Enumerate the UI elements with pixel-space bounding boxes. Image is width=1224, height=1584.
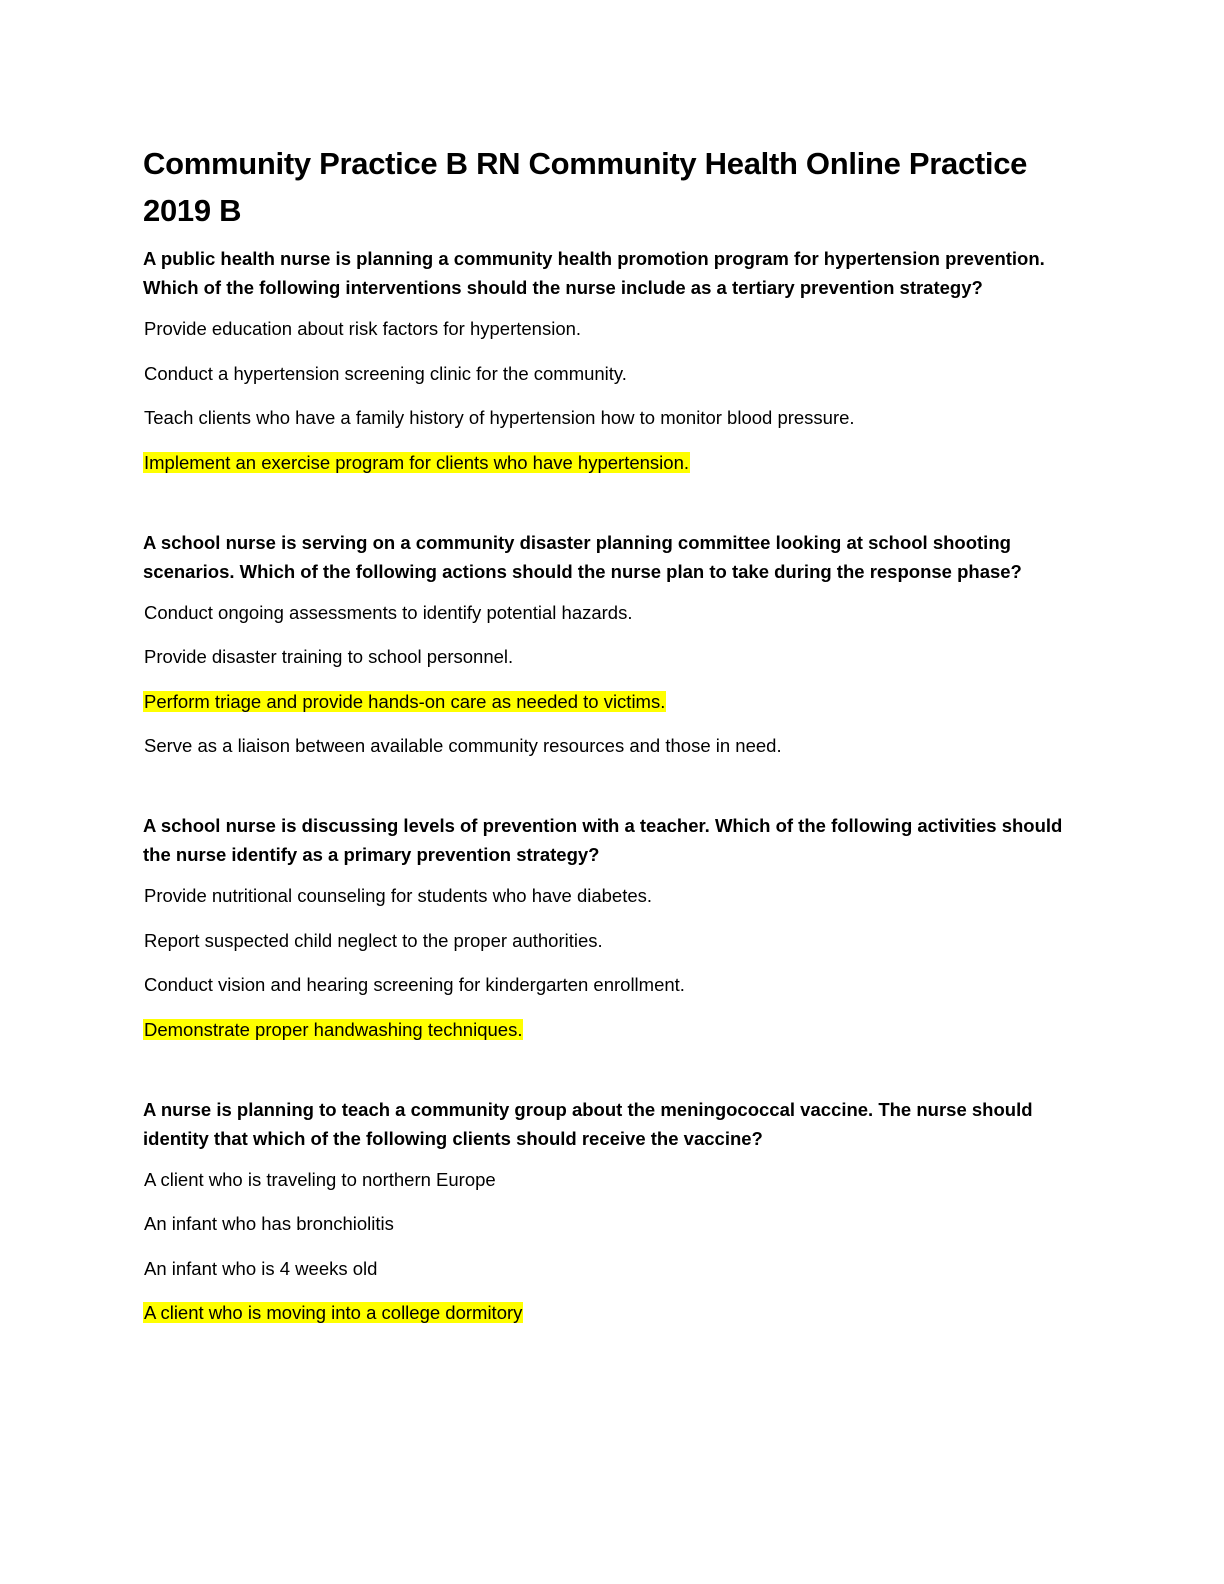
- answer-option: [143, 1210, 1073, 1237]
- answer-option-highlighted: [143, 1016, 1073, 1043]
- question-prompt: A nurse is planning to teach a community group about the meningococcal vaccine. The nurse should identity that which of the following clients should receive the vaccine?: [143, 1098, 1033, 1149]
- answer-option-text: Implement an exercise program for clients who have hypertension.: [144, 451, 689, 473]
- answer-option-text: Provide disaster training to school personnel.: [144, 646, 514, 667]
- answer-option-text: Conduct a hypertension screening clinic for the community.: [144, 362, 627, 384]
- answer-option: [143, 882, 1073, 909]
- answer-option: [143, 599, 1073, 626]
- answer-option-text: Provide nutritional counseling for students who have diabetes.: [144, 885, 653, 906]
- answer-option: [143, 1255, 1073, 1282]
- question-block-2: [143, 528, 1073, 760]
- answer-option-text: Report suspected child neglect to the proper authorities.: [144, 929, 603, 951]
- answer-option-text: Conduct vision and hearing screening for kindergarten enrollment.: [144, 974, 685, 995]
- answer-option: [143, 971, 1073, 998]
- answer-option: [143, 732, 1073, 759]
- question-block-4: [143, 1095, 1073, 1327]
- answer-option: [143, 1166, 1073, 1193]
- answer-option-text: A client who is moving into a college dormitory: [144, 1302, 523, 1323]
- answer-option-highlighted: [143, 688, 1073, 715]
- answer-option-text: Perform triage and provide hands-on care as needed to victims.: [144, 690, 666, 712]
- question-prompt: A school nurse is serving on a community disaster planning committee looking at school shooting scenarios. Which of the following actions should the nurse plan to take during the response phase?: [143, 531, 1022, 582]
- answer-option-text: Provide education about risk factors for hypertension.: [144, 318, 582, 339]
- question-block-3: [143, 811, 1073, 1043]
- question-prompt: A public health nurse is planning a community health promotion program for hypertension prevention. Which of the following interventions should the nurse include as a tertiary prevention strategy?: [143, 248, 1045, 298]
- answer-option-text: A client who is traveling to northern Europe: [144, 1168, 496, 1190]
- answer-option-highlighted: [143, 449, 1073, 476]
- answer-option: [143, 927, 1073, 954]
- answer-option-text: An infant who has bronchiolitis: [144, 1213, 394, 1234]
- question-prompt: A school nurse is discussing levels of prevention with a teacher. Which of the following activities should the nurse identify as a primary prevention strategy?: [143, 815, 1063, 865]
- answer-option: [143, 360, 1073, 387]
- document-page: [143, 140, 1073, 1344]
- answer-option-text: Demonstrate proper handwashing techniques.: [144, 1018, 523, 1040]
- answer-option-highlighted: [143, 1299, 1073, 1326]
- answer-option: [143, 404, 1073, 431]
- answer-option-text: Serve as a liaison between available community resources and those in need.: [144, 735, 782, 756]
- question-block-1: [143, 244, 1073, 476]
- answer-option-text: An infant who is 4 weeks old: [144, 1257, 378, 1279]
- answer-option: [143, 315, 1073, 342]
- answer-option-text: Teach clients who have a family history of hypertension how to monitor blood pressure.: [144, 407, 855, 428]
- document-title: Community Practice B RN Community Health Online Practice 2019 B: [143, 146, 1028, 228]
- answer-option-text: Conduct ongoing assessments to identify potential hazards.: [144, 601, 633, 623]
- answer-option: [143, 643, 1073, 670]
